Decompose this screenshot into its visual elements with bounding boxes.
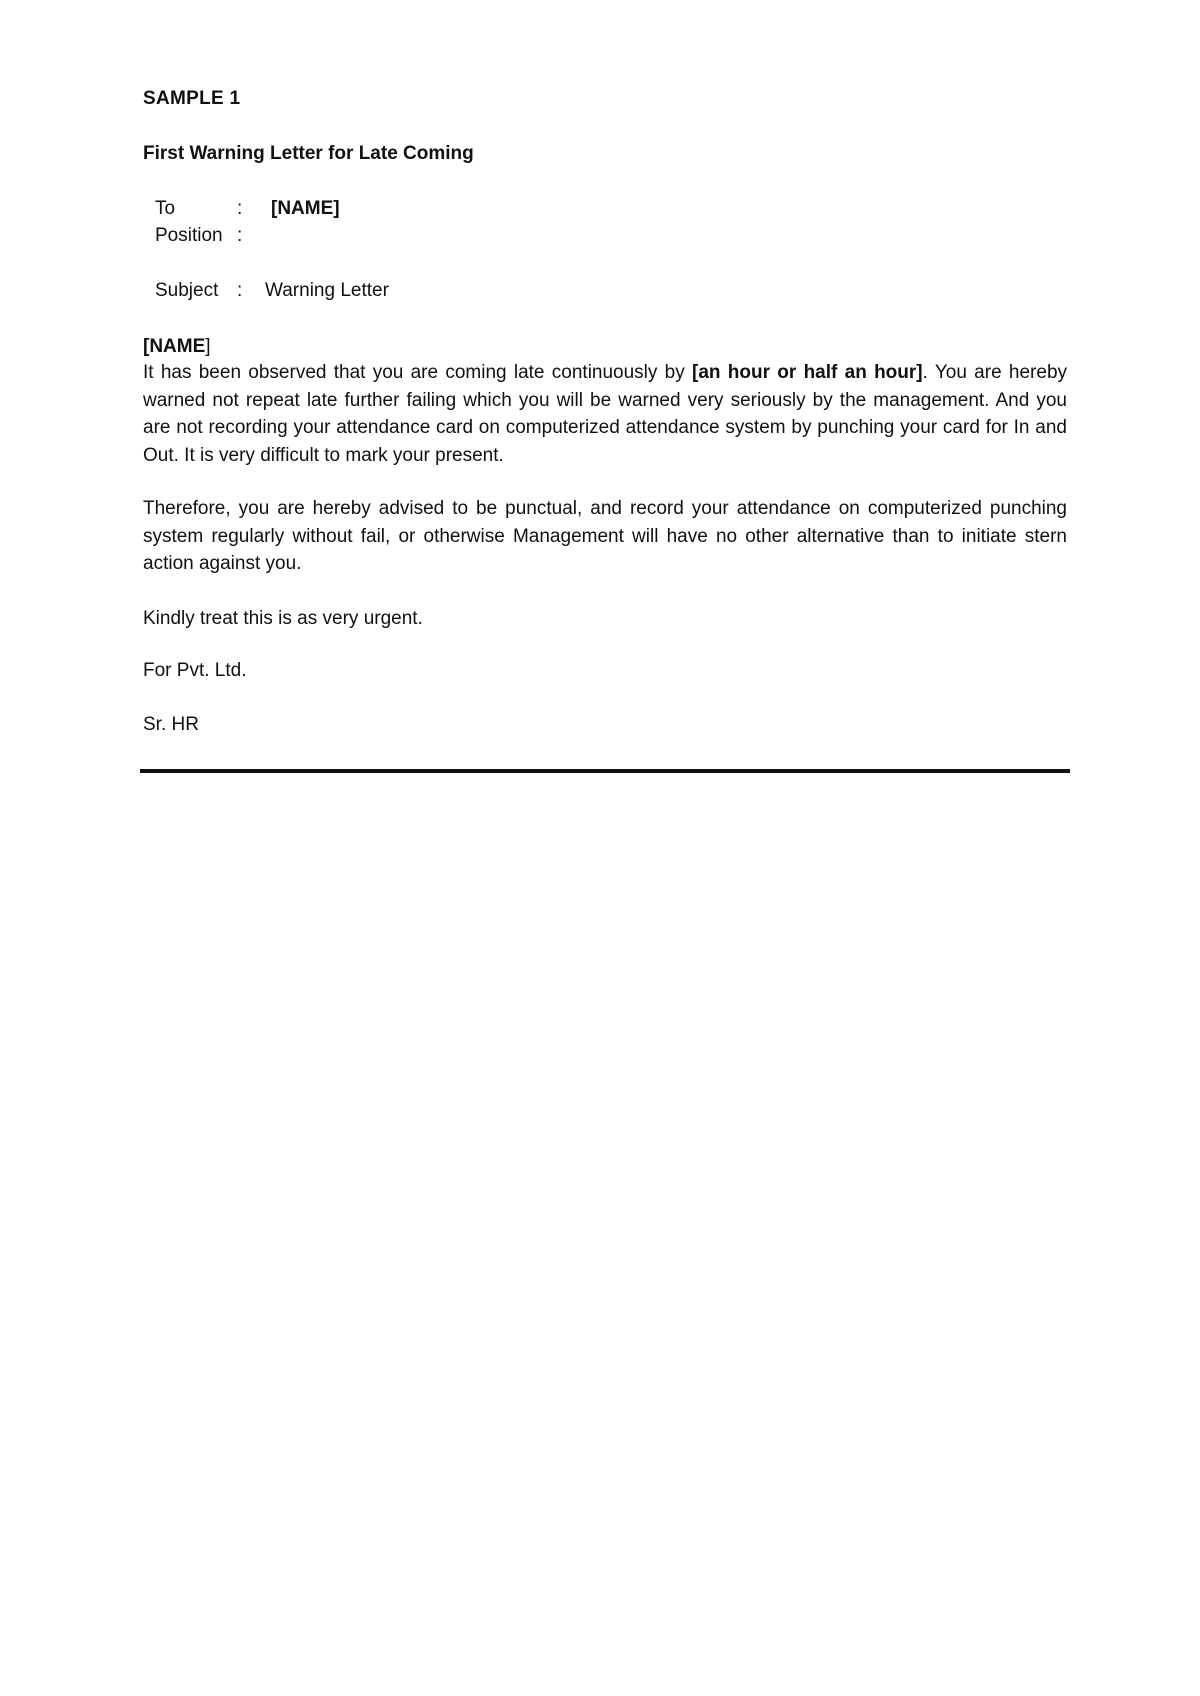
body-paragraph-3: Kindly treat this is as very urgent. [143,608,423,629]
p1-after: . You are hereby warned not repeat late further failing which you will be warned very seriously by the management. And you are not recording your attendance card on computerized attendance system by punching your card for In and Out. It is very difficult to mark your present. [143,362,1068,466]
p1-before: It has been observed that you are coming late continuously by [143,362,693,383]
salutation-name: [NAME [143,336,206,357]
body-paragraph-1 [143,359,1067,469]
sample-label: SAMPLE 1 [143,88,241,109]
p1-emphasis: [an hour or half an hour] [692,362,923,383]
bottom-divider [140,769,1070,773]
signoff-signatory: Sr. HR [143,714,199,735]
to-colon: : [237,198,243,219]
subject-value: Warning Letter [265,280,389,301]
position-label: Position [155,225,223,246]
subject-colon: : [237,280,243,301]
subject-label: Subject [155,280,219,301]
salutation [143,333,211,360]
salutation-suffix: ] [205,336,211,357]
to-label: To [155,198,176,219]
to-value: [NAME] [271,198,340,219]
body-paragraph-2: Therefore, you are hereby advised to be punctual, and record your attendance on computerized punching system regularly without fail, or otherwise Management will have no other alternative than to initiate stern action against you. [143,498,1067,574]
position-colon: : [237,225,243,246]
letter-title: First Warning Letter for Late Coming [143,143,474,164]
signoff-company: For Pvt. Ltd. [143,660,247,681]
